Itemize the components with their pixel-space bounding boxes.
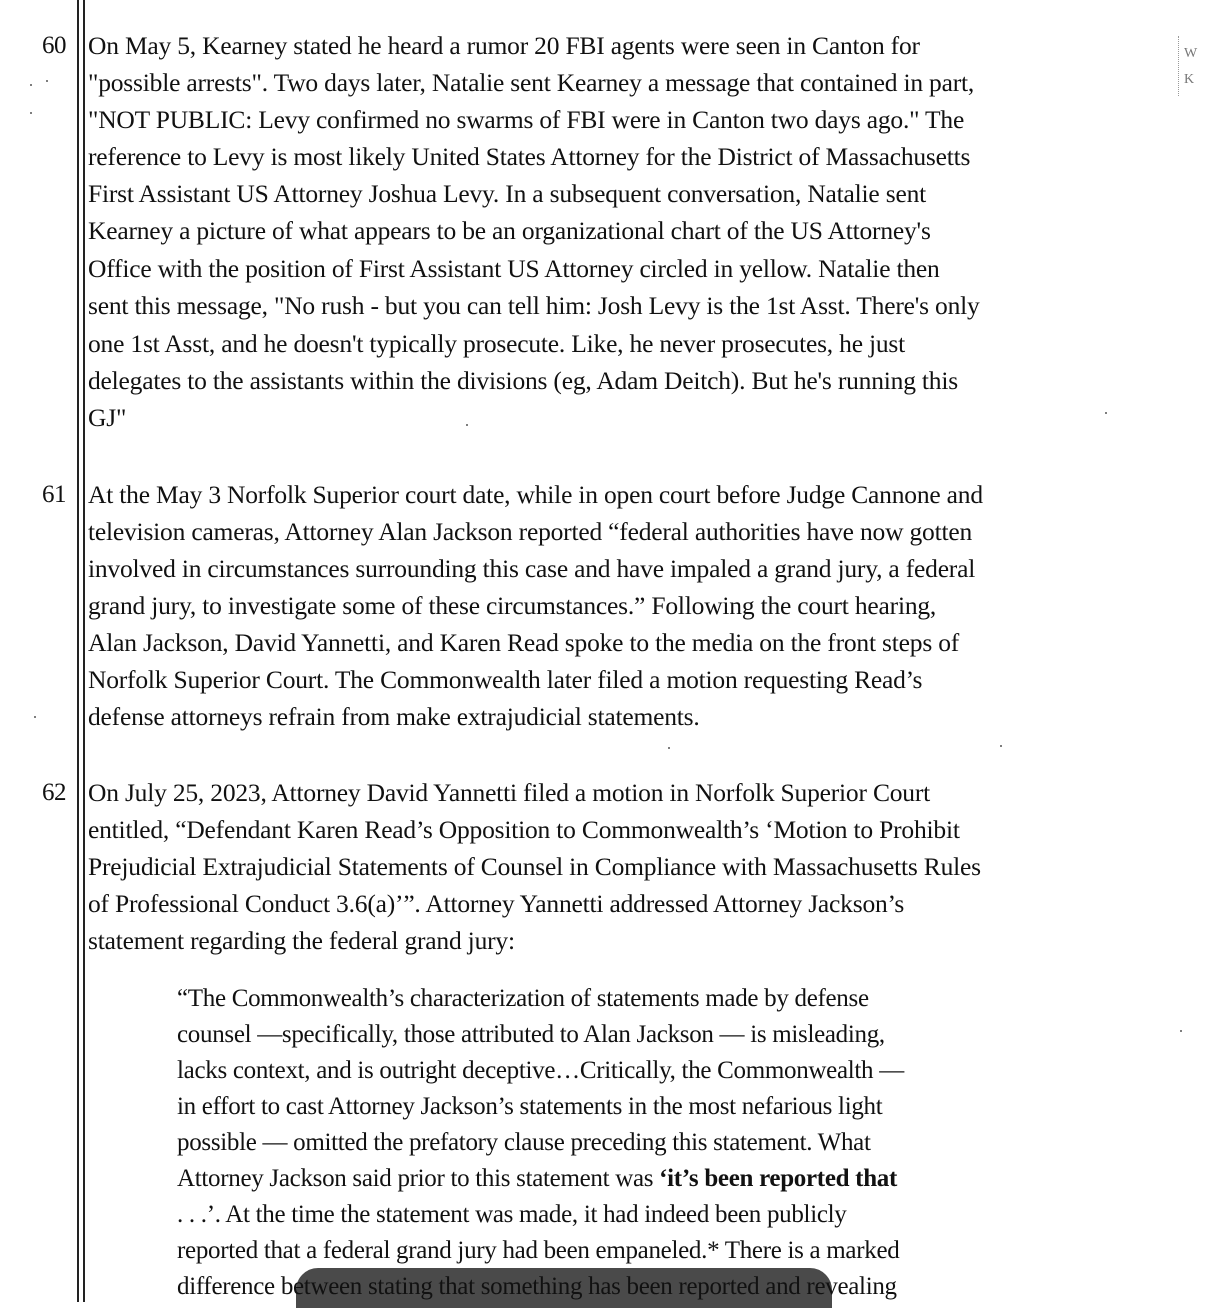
paragraph-62-line: statement regarding the federal grand jury: xyxy=(88,926,515,955)
paragraph-60-line: sent this message, "No rush - but you can tell him: Josh Levy is the 1st Asst. There's only xyxy=(88,291,980,320)
paragraph-60-line: reference to Levy is most likely United States Attorney for the District of Massachusetts xyxy=(88,142,971,171)
block-quote-line xyxy=(177,1268,897,1305)
block-quote-line: lacks context, and is outright deceptive…Critically, the Commonwealth — xyxy=(177,1057,904,1084)
paragraph-61-line: grand jury, to investigate some of these circumstances.” Following the court hearing, xyxy=(88,591,937,620)
paragraph-62-line: Prejudicial Extrajudicial Statements of Counsel in Compliance with Massachusetts Rules xyxy=(88,852,981,881)
paragraph-60-line: Kearney a picture of what appears to be an organizational chart of the US Attorney's xyxy=(88,216,931,245)
scan-speck xyxy=(30,112,32,114)
quote-text: difference xyxy=(177,1273,281,1300)
paragraph-61-line: Alan Jackson, David Yannetti, and Karen Read spoke to the media on the front steps of xyxy=(88,628,960,657)
paragraph-60-line: one 1st Asst, and he doesn't typically prosecute. Like, he never prosecutes, he just xyxy=(88,329,906,358)
paragraph-number: 61 xyxy=(42,481,66,508)
scan-speck xyxy=(1105,412,1107,414)
scan-speck xyxy=(466,424,468,426)
paragraph-61-line: involved in circumstances surrounding this case and have impaled a grand jury, a federal xyxy=(88,554,976,583)
paragraph-number: 62 xyxy=(42,779,66,806)
paragraph-60-line: delegates to the assistants within the divisions (eg, Adam Deitch). But he's running this xyxy=(88,366,958,395)
paragraph-62-line: On July 25, 2023, Attorney David Yannetti filed a motion in Norfolk Superior Court xyxy=(88,778,931,807)
block-quote-line: in effort to cast Attorney Jackson’s statements in the most nefarious light xyxy=(177,1093,883,1120)
scan-speck xyxy=(668,747,670,749)
paragraph-61-line: defense attorneys refrain from make extrajudicial statements. xyxy=(88,702,700,731)
paragraph-60-line: "possible arrests". Two days later, Natalie sent Kearney a message that contained in part, xyxy=(88,68,975,97)
block-quote-line: . . .’. At the time the statement was made, it had indeed been publicly xyxy=(177,1201,847,1228)
paragraph-60-line: GJ" xyxy=(88,403,127,432)
quote-text: ported and revealing xyxy=(697,1273,897,1300)
margin-rule-outer xyxy=(77,0,79,1302)
paragraph-60-line: On May 5, Kearney stated he heard a rumor 20 FBI agents were seen in Canton for xyxy=(88,31,920,60)
paragraph-61-line: Norfolk Superior Court. The Commonwealth later filed a motion requesting Read’s xyxy=(88,665,923,694)
paragraph-number: 60 xyxy=(42,32,66,59)
faint-margin-annotation: W K xyxy=(1176,36,1216,106)
scan-speck xyxy=(34,716,36,718)
scan-speck xyxy=(30,84,32,86)
block-quote-line: counsel —specifically, those attributed to Alan Jackson — is misleading, xyxy=(177,1021,885,1048)
scan-speck xyxy=(1180,1030,1182,1032)
scan-speck xyxy=(46,80,48,82)
paragraph-62-line: of Professional Conduct 3.6(a)’”. Attorney Yannetti addressed Attorney Jackson’s xyxy=(88,889,905,918)
quote-text: Attorney Jackson said prior to this statement was xyxy=(177,1165,660,1192)
block-quote-line: “The Commonwealth’s characterization of statements made by defense xyxy=(177,985,869,1012)
block-quote-line: possible — omitted the prefatory clause preceding this statement. What xyxy=(177,1129,871,1156)
paragraph-61-line: At the May 3 Norfolk Superior court date, while in open court before Judge Cannone and xyxy=(88,480,983,509)
block-quote-line: reported that a federal grand jury had been empaneled.* There is a marked xyxy=(177,1237,900,1264)
scan-speck xyxy=(1000,745,1002,747)
redacted-text: between stating that something has been re xyxy=(280,1273,698,1300)
paragraph-60-line: "NOT PUBLIC: Levy confirmed no swarms of FBI were in Canton two days ago." The xyxy=(88,105,965,134)
paragraph-60-line: First Assistant US Attorney Joshua Levy. In a subsequent conversation, Natalie sent xyxy=(88,179,926,208)
paragraph-61-line: television cameras, Attorney Alan Jackson reported “federal authorities have now gotten xyxy=(88,517,973,546)
quote-bold-text: ‘it’s been reported that xyxy=(659,1165,898,1192)
block-quote-line xyxy=(177,1160,897,1197)
paragraph-60-line: Office with the position of First Assistant US Attorney circled in yellow. Natalie then xyxy=(88,254,940,283)
paragraph-62-line: entitled, “Defendant Karen Read’s Opposition to Commonwealth’s ‘Motion to Prohibit xyxy=(88,815,960,844)
margin-rule-inner xyxy=(83,0,85,1302)
